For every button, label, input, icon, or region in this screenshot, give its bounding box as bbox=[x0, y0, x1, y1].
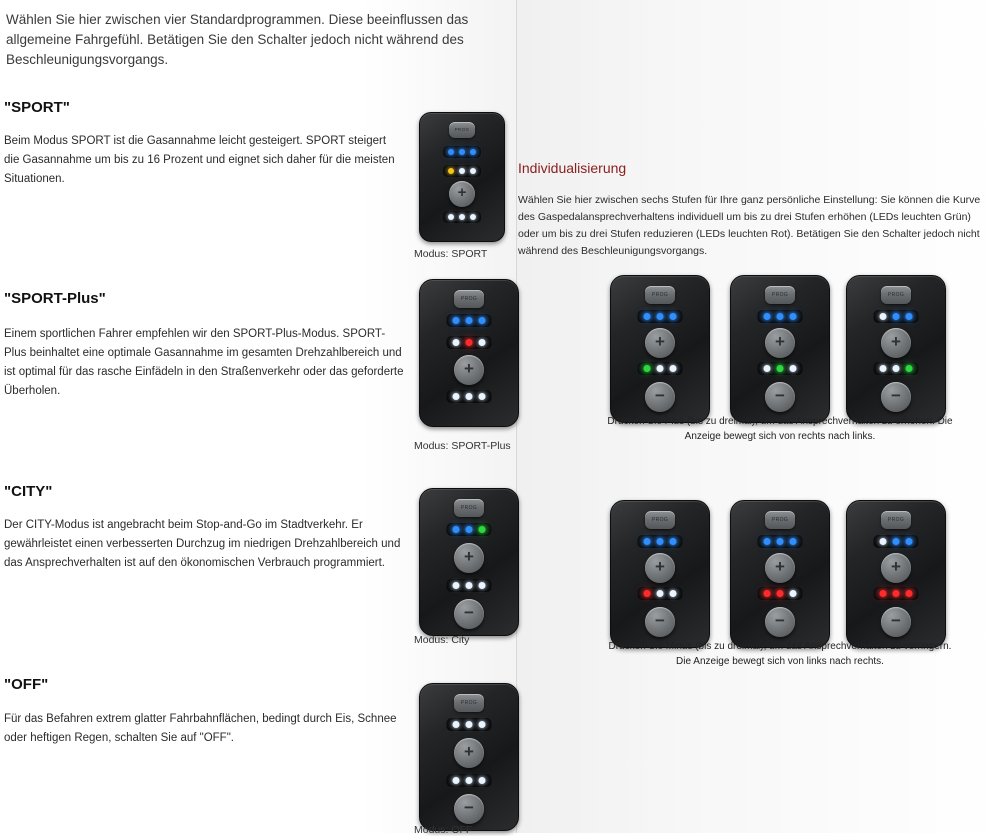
mode-text-sport-plus: Einem sportlichen Fahrer empfehlen wir den SPORT-Plus-Modus. SPORT-Plus beinhaltet eine optimale Gasannahme im gesamten Drehzahlbereich und ist optimal für das rasche Einfädeln in den Straßenverkehr oder das geforderte Überholen. bbox=[4, 328, 404, 397]
led-strip-bottom bbox=[443, 211, 481, 223]
plus-button[interactable]: + bbox=[449, 181, 475, 207]
device-minus-step-1[interactable] bbox=[610, 500, 710, 648]
mode-text-off: Für das Befahren extrem glatter Fahrbahnflächen, bedingt durch Eis, Schnee oder heftigen Regen, schalten Sie auf "OFF". bbox=[4, 713, 397, 744]
plus-button[interactable]: + bbox=[881, 328, 911, 358]
prog-button[interactable]: PROG bbox=[449, 122, 475, 138]
led-red bbox=[764, 590, 771, 597]
device-plus-step-1[interactable] bbox=[610, 275, 710, 423]
mode-text-city: Der CITY-Modus ist angebracht beim Stop-and-Go im Stadtverkehr. Er gewährleistet einen verbesserten Durchzug im niedrigen Drehzahlbereich und das Ansprechverhalten ist auf den ökonomischen Verbrauch programmiert. bbox=[4, 519, 401, 569]
device-sport-plus[interactable] bbox=[419, 279, 519, 427]
led-white bbox=[790, 590, 797, 597]
prog-button[interactable]: PROG bbox=[645, 511, 675, 529]
led-blue bbox=[764, 538, 771, 545]
led-white bbox=[466, 393, 473, 400]
prog-button[interactable]: PROG bbox=[454, 499, 484, 517]
led-strip-top bbox=[874, 310, 919, 323]
minus-button[interactable]: − bbox=[645, 607, 675, 637]
led-blue bbox=[777, 538, 784, 545]
led-white bbox=[790, 365, 797, 372]
led-white bbox=[466, 582, 473, 589]
led-strip-bottom bbox=[447, 774, 492, 787]
led-green bbox=[906, 365, 913, 372]
plus-button[interactable]: + bbox=[454, 355, 484, 385]
led-blue bbox=[644, 538, 651, 545]
led-white bbox=[453, 721, 460, 728]
led-blue bbox=[893, 313, 900, 320]
mode-text-sport: Beim Modus SPORT ist die Gasannahme leicht gesteigert. SPORT steigert die Gasannahme um bis zu 16 Prozent und eignet sich daher für die meisten Situationen. bbox=[4, 135, 395, 185]
led-white bbox=[479, 777, 486, 784]
minus-button[interactable]: − bbox=[881, 382, 911, 412]
minus-button[interactable]: − bbox=[645, 382, 675, 412]
led-white bbox=[670, 590, 677, 597]
device-minus-step-3[interactable] bbox=[846, 500, 946, 648]
led-white bbox=[453, 339, 460, 346]
mode-title-sport: "SPORT" bbox=[4, 99, 70, 116]
led-red bbox=[777, 590, 784, 597]
led-white bbox=[657, 365, 664, 372]
led-strip-mid bbox=[447, 336, 492, 349]
led-blue bbox=[466, 317, 473, 324]
led-blue bbox=[479, 317, 486, 324]
led-white bbox=[453, 777, 460, 784]
plus-button[interactable]: + bbox=[765, 553, 795, 583]
led-green bbox=[644, 365, 651, 372]
led-strip-mid bbox=[638, 362, 683, 375]
led-white bbox=[466, 777, 473, 784]
led-strip-mid bbox=[443, 165, 481, 177]
led-strip-top bbox=[758, 535, 803, 548]
led-blue bbox=[764, 313, 771, 320]
led-strip-top bbox=[447, 523, 492, 536]
led-red bbox=[893, 590, 900, 597]
led-white bbox=[453, 393, 460, 400]
individualization-title: Individualisierung bbox=[518, 160, 627, 176]
led-strip-top bbox=[447, 314, 492, 327]
led-white bbox=[893, 365, 900, 372]
led-green bbox=[479, 526, 486, 533]
led-blue bbox=[470, 149, 476, 155]
led-strip-mid bbox=[874, 587, 919, 600]
minus-button[interactable]: − bbox=[765, 607, 795, 637]
led-white bbox=[479, 339, 486, 346]
led-strip-top bbox=[638, 535, 683, 548]
prog-button[interactable]: PROG bbox=[881, 511, 911, 529]
led-strip-mid bbox=[638, 587, 683, 600]
led-white bbox=[670, 365, 677, 372]
led-strip-top bbox=[638, 310, 683, 323]
device-plus-step-2[interactable] bbox=[730, 275, 830, 423]
led-blue bbox=[906, 538, 913, 545]
led-white bbox=[880, 313, 887, 320]
led-strip-top bbox=[443, 146, 481, 158]
led-blue bbox=[893, 538, 900, 545]
led-blue bbox=[906, 313, 913, 320]
device-city[interactable] bbox=[419, 488, 519, 636]
minus-button[interactable]: − bbox=[454, 599, 484, 629]
individualization-text: Wählen Sie hier zwischen sechs Stufen für Ihre ganz persönliche Einstellung: Sie können die Kurve des Gaspedalansprechverhaltens individuell um bis zu drei Stufen erhöhen (LEDs leuchten Grün) oder um bis zu drei Stufen reduzieren (LEDs leuchten Rot). Betätigen Sie den Schalter jedoch nicht während des Beschleunigungsvorgangs. bbox=[518, 194, 981, 257]
plus-button[interactable]: + bbox=[454, 738, 484, 768]
led-blue bbox=[657, 538, 664, 545]
led-red bbox=[644, 590, 651, 597]
caption-off: Modus: OFF bbox=[414, 824, 473, 836]
led-strip-mid bbox=[758, 587, 803, 600]
mode-title-city: "CITY" bbox=[4, 483, 53, 500]
led-red bbox=[906, 590, 913, 597]
led-blue bbox=[777, 313, 784, 320]
minus-row-caption: Drücken Sie Minus (bis zu dreimal), um das Ansprechverhalten zu verringern. Die Anzeige bewegt sich von links nach rechts. bbox=[608, 641, 952, 667]
led-white bbox=[880, 365, 887, 372]
led-white bbox=[470, 214, 476, 220]
led-white bbox=[459, 168, 465, 174]
plus-button[interactable]: + bbox=[454, 543, 484, 573]
led-red bbox=[466, 339, 473, 346]
prog-button[interactable]: PROG bbox=[881, 286, 911, 304]
led-white bbox=[479, 582, 486, 589]
led-blue bbox=[670, 538, 677, 545]
led-strip-top bbox=[447, 718, 492, 731]
led-blue bbox=[453, 317, 460, 324]
led-white bbox=[880, 538, 887, 545]
prog-button[interactable]: PROG bbox=[765, 286, 795, 304]
plus-button[interactable]: + bbox=[645, 328, 675, 358]
led-blue bbox=[790, 313, 797, 320]
led-white bbox=[479, 721, 486, 728]
led-strip-mid bbox=[758, 362, 803, 375]
led-blue bbox=[790, 538, 797, 545]
device-sport[interactable] bbox=[419, 112, 505, 242]
device-minus-step-2[interactable] bbox=[730, 500, 830, 648]
caption-sport: Modus: SPORT bbox=[414, 248, 488, 260]
device-plus-step-3[interactable] bbox=[846, 275, 946, 423]
led-strip-mid bbox=[874, 362, 919, 375]
led-strip-top bbox=[758, 310, 803, 323]
caption-sport-plus: Modus: SPORT-Plus bbox=[414, 440, 511, 452]
led-blue bbox=[466, 526, 473, 533]
led-blue bbox=[644, 313, 651, 320]
led-blue bbox=[657, 313, 664, 320]
led-yellow bbox=[448, 168, 454, 174]
led-blue bbox=[448, 149, 454, 155]
led-red bbox=[880, 590, 887, 597]
led-strip-bottom bbox=[447, 390, 492, 403]
prog-button[interactable]: PROG bbox=[454, 290, 484, 308]
mode-title-off: "OFF" bbox=[4, 676, 49, 693]
prog-button[interactable]: PROG bbox=[645, 286, 675, 304]
led-white bbox=[764, 365, 771, 372]
plus-row-caption: Drücken Sie Plus (bis zu dreimal), um das Ansprechverhalten zu erhöhen. Die Anzeige bewegt sich von rechts nach links. bbox=[607, 416, 953, 442]
intro-paragraph: Wählen Sie hier zwischen vier Standardprogrammen. Diese beeinflussen das allgemeine Fahrgefühl. Betätigen Sie den Schalter jedoch nicht während des Beschleunigungsvorgangs. bbox=[6, 12, 469, 67]
led-white bbox=[479, 393, 486, 400]
caption-city: Modus: City bbox=[414, 634, 470, 646]
plus-button[interactable]: + bbox=[645, 553, 675, 583]
led-white bbox=[657, 590, 664, 597]
led-green bbox=[777, 365, 784, 372]
mode-title-sport-plus: "SPORT-Plus" bbox=[4, 290, 106, 307]
led-strip-bottom bbox=[447, 579, 492, 592]
minus-button[interactable]: − bbox=[765, 382, 795, 412]
led-blue bbox=[670, 313, 677, 320]
device-off[interactable] bbox=[419, 683, 519, 831]
led-white bbox=[459, 214, 465, 220]
minus-button[interactable]: − bbox=[881, 607, 911, 637]
led-white bbox=[466, 721, 473, 728]
prog-button[interactable]: PROG bbox=[454, 694, 484, 712]
plus-button[interactable]: + bbox=[881, 553, 911, 583]
led-blue bbox=[459, 149, 465, 155]
minus-button[interactable]: − bbox=[454, 794, 484, 824]
prog-button[interactable]: PROG bbox=[765, 511, 795, 529]
led-white bbox=[470, 168, 476, 174]
plus-button[interactable]: + bbox=[765, 328, 795, 358]
led-blue bbox=[453, 526, 460, 533]
led-white bbox=[453, 582, 460, 589]
led-strip-top bbox=[874, 535, 919, 548]
led-white bbox=[448, 214, 454, 220]
